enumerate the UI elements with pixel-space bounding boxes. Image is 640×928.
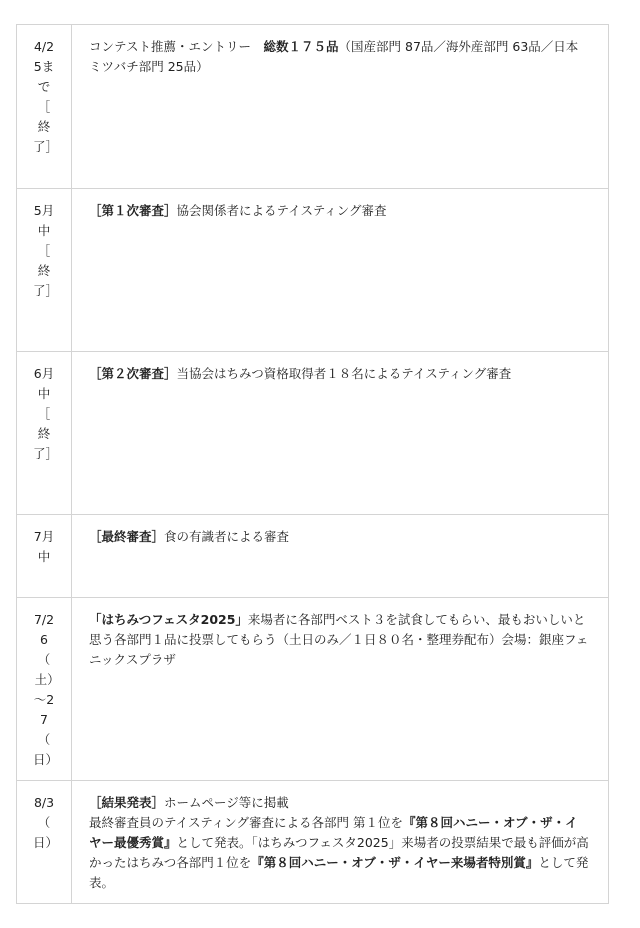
schedule-row xyxy=(17,352,609,515)
schedule-row xyxy=(17,189,609,352)
description-text: コンテスト推薦・エントリー xyxy=(89,39,264,54)
description-text: 協会関係者によるテイスティング審査 xyxy=(176,203,387,218)
description-text: 食の有識者による審査 xyxy=(164,529,290,544)
description-text: 来場者に各部門ベスト３を試食してもらい、最もおいしいと思う各部門１品に投票してもらう（土日のみ／１日８０名・整理券配布）会場：銀座フェニックスプラザ xyxy=(89,612,589,667)
description-emphasis: 『第８回ハニー・オブ・ザ・イヤー最優秀賞』 xyxy=(89,815,578,850)
description-text: として発表。 xyxy=(89,855,589,890)
schedule-row xyxy=(17,25,609,189)
description-emphasis: 『第８回ハニー・オブ・ザ・イヤー来場者特別賞』 xyxy=(251,855,539,870)
description-text: として発表。「はちみつフェスタ2025」来場者の投票結果で最も評価が高かったはちみつ各部門１位を xyxy=(89,835,589,870)
date-text: 4/25まで［終了］ xyxy=(33,39,59,154)
date-cell xyxy=(17,781,72,904)
date-cell xyxy=(17,598,72,781)
schedule-table xyxy=(16,24,609,904)
description-cell xyxy=(72,515,609,598)
description-emphasis: 「はちみつフェスタ2025」 xyxy=(89,612,248,627)
date-text: 7/26（土）～27（日） xyxy=(33,612,59,767)
schedule-row xyxy=(17,515,609,598)
description-emphasis: 総数１７５品 xyxy=(263,39,339,54)
description-emphasis: ［結果発表］ xyxy=(89,795,165,810)
description-text: 当協会はちみつ資格取得者１８名によるテイスティング審査 xyxy=(176,366,512,381)
description-cell xyxy=(72,781,609,904)
schedule-row xyxy=(17,598,609,781)
date-text: 7月中 xyxy=(33,529,55,564)
date-cell xyxy=(17,352,72,515)
description-text: （国産部門 87品／海外産部門 63品／日本ミツバチ部門 25品） xyxy=(89,39,579,74)
description-text: ホームページ等に掲載 最終審査員のテイスティング審査による各部門 第１位を xyxy=(89,795,403,830)
description-cell xyxy=(72,352,609,515)
date-text: 6月中［終了］ xyxy=(33,366,59,461)
description-cell xyxy=(72,189,609,352)
description-emphasis: ［最終審査］ xyxy=(89,529,165,544)
date-cell xyxy=(17,189,72,352)
description-emphasis: ［第２次審査］ xyxy=(89,366,177,381)
description-cell xyxy=(72,598,609,781)
date-text: 8/3（日） xyxy=(33,795,59,850)
date-cell xyxy=(17,515,72,598)
date-cell xyxy=(17,25,72,189)
description-cell xyxy=(72,25,609,189)
description-emphasis: ［第１次審査］ xyxy=(89,203,177,218)
date-text: 5月中［終了］ xyxy=(33,203,59,298)
schedule-row xyxy=(17,781,609,904)
